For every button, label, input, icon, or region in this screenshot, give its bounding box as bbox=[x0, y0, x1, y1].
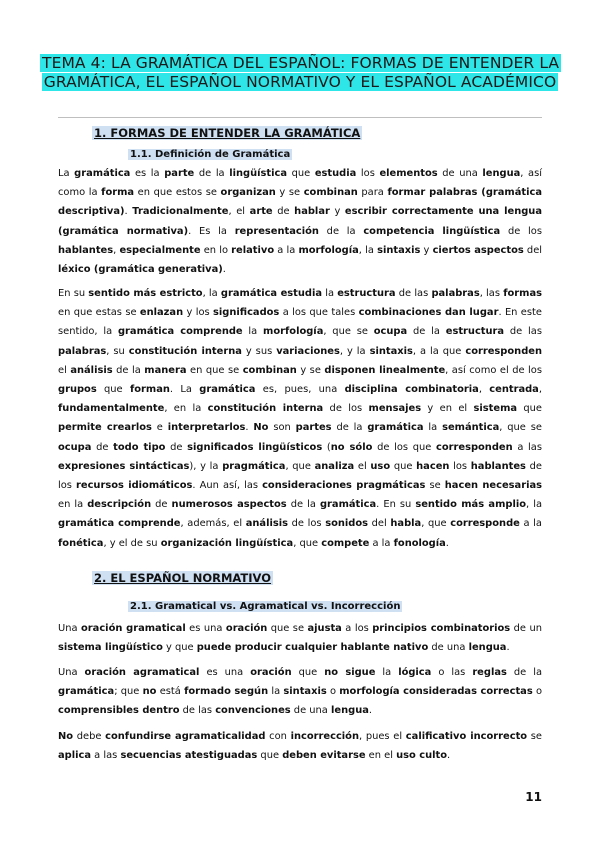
bold-term: palabras bbox=[58, 345, 107, 357]
bold-term: estructura bbox=[445, 326, 505, 338]
bold-term: lengua bbox=[482, 168, 521, 179]
page-title bbox=[40, 54, 560, 92]
bold-term: descripción bbox=[87, 499, 152, 511]
bold-term: elementos bbox=[379, 168, 438, 179]
bold-term: reglas bbox=[472, 667, 507, 678]
bold-term: Tradicionalmente bbox=[132, 206, 229, 218]
bold-term: organización lingüística bbox=[160, 537, 294, 549]
subsection-1-1-heading bbox=[128, 148, 292, 162]
bold-term: combinaciones dan lugar bbox=[358, 307, 499, 319]
bold-term: compete bbox=[321, 537, 370, 549]
bold-term: comprensibles dentro bbox=[58, 705, 180, 717]
bold-term: partes bbox=[295, 422, 332, 434]
subsection-2-1-heading bbox=[128, 600, 402, 614]
bold-term: morfología consideradas correctas bbox=[339, 686, 533, 698]
bold-term: palabras bbox=[431, 288, 480, 299]
paragraph: Una oración gramatical es una oración que se ajusta a los principios combinatorios de un sistema lingüístico y que puede producir cualquier hablante nativo de una lengua. bbox=[58, 623, 542, 654]
bold-term: parte bbox=[164, 168, 195, 179]
bold-term: lingüística bbox=[229, 168, 288, 179]
bold-term: formar palabras (gramática descriptiva) bbox=[58, 187, 542, 218]
bold-term: convenciones bbox=[215, 705, 291, 717]
bold-term: fundamentalmente bbox=[58, 403, 165, 415]
bold-term: uso culto bbox=[396, 750, 448, 762]
bold-term: hacen bbox=[416, 460, 450, 472]
bold-term: ajusta bbox=[307, 623, 342, 634]
bold-term: gramática bbox=[58, 686, 115, 698]
bold-term: disponen linealmente bbox=[324, 364, 446, 376]
bold-term: gramática bbox=[367, 422, 424, 434]
bold-term: escribir correctamente una lengua (gramática normativa) bbox=[58, 206, 542, 237]
bold-term: corresponden bbox=[465, 345, 542, 357]
bold-term: No bbox=[58, 731, 74, 742]
bold-term: calificativo incorrecto bbox=[405, 731, 528, 742]
bold-term: no bbox=[142, 686, 157, 698]
bold-term: representación bbox=[234, 225, 319, 237]
paragraph: Una oración agramatical es una oración que no sigue la lógica o las reglas de la gramática; que no está formado según la sintaxis o morfología consideradas correctas o comprensibles dentro de las convenciones de una lengua. bbox=[58, 667, 543, 717]
bold-term: ciertos aspectos bbox=[432, 244, 524, 256]
bold-term: todo tipo bbox=[113, 441, 166, 453]
paragraph: En su sentido más estricto, la gramática estudia la estructura de las palabras, las formas en que estas se enlazan y los significados a los que tales combinaciones dan lugar. En este sentido, la gramática comprende la morfología, que se ocupa de la estructura de las palabras, su constitución interna y sus variaciones, y la sintaxis, a la que corresponden el análisis de la manera en que se combinan y se disponen linealmente, así como el de los grupos que forman. La gramática es, pues, una disciplina combinatoria, centrada, fundamentalmente, en la constitución interna de los mensajes y en el sistema que permite crearlos e interpretarlos. No son partes de la gramática la semántica, que se ocupa de todo tipo de significados lingüísticos (no sólo de los que corresponden a las expresiones sintácticas), y la pragmática, que analiza el uso que hacen los hablantes de los recursos idiomáticos. Aun así, las consideraciones pragmáticas se hacen necesarias en la descripción de numerosos aspectos de la gramática. En su sentido más amplio, la gramática comprende, además, el análisis de los sonidos del habla, que corresponde a la fonética, y el de su organización lingüística, que compete a la fonología. bbox=[58, 288, 543, 549]
bold-term: puede producir cualquier hablante nativo bbox=[196, 642, 429, 654]
bold-term: ocupa bbox=[373, 326, 408, 338]
bold-term: morfología bbox=[263, 326, 324, 338]
bold-term: relativo bbox=[231, 244, 275, 256]
bold-term: disciplina combinatoria bbox=[344, 384, 479, 396]
bold-term: gramática bbox=[319, 499, 377, 511]
section-1-heading bbox=[92, 126, 362, 141]
bold-term: lógica bbox=[398, 667, 432, 678]
bold-term: fonología bbox=[393, 537, 446, 549]
bold-term: sintaxis bbox=[377, 244, 421, 256]
bold-term: oración bbox=[250, 667, 292, 678]
bold-term: estructura bbox=[337, 288, 396, 299]
bold-term: fonética bbox=[58, 537, 104, 549]
bold-term: hablantes bbox=[58, 244, 114, 256]
bold-term: semántica bbox=[442, 422, 500, 434]
page-number: 11 bbox=[525, 790, 542, 804]
bold-term: gramática comprende bbox=[117, 326, 243, 338]
bold-term: gramática bbox=[199, 384, 256, 396]
bold-term: forman bbox=[129, 384, 170, 396]
title-divider bbox=[58, 117, 542, 118]
paragraph: No debe confundirse agramaticalidad con incorrección, pues el calificativo incorrecto se aplica a las secuencias atestiguadas que deben evitarse en el uso culto. bbox=[58, 731, 543, 762]
bold-term: aplica bbox=[58, 750, 92, 762]
subsection-1-1-heading-text: 1.1. Definición de Gramática bbox=[130, 149, 291, 160]
bold-term: manera bbox=[144, 364, 187, 376]
bold-term: léxico (gramática generativa) bbox=[58, 264, 223, 276]
bold-term: uso bbox=[370, 460, 391, 472]
bold-term: oración agramatical bbox=[84, 667, 200, 678]
bold-term: sentido más amplio bbox=[415, 499, 527, 511]
bold-term: enlazan bbox=[139, 307, 184, 319]
bold-term: sistema lingüístico bbox=[58, 642, 163, 654]
bold-term: arte bbox=[249, 206, 273, 218]
bold-term: sintaxis bbox=[369, 345, 413, 357]
bold-term: morfología bbox=[298, 244, 359, 256]
bold-term: combinan bbox=[242, 364, 297, 376]
section-2-heading bbox=[92, 571, 273, 586]
bold-term: lengua bbox=[331, 705, 369, 717]
bold-term: no sigue bbox=[324, 667, 376, 678]
bold-term: mensajes bbox=[368, 403, 422, 415]
bold-term: ocupa bbox=[58, 441, 92, 453]
bold-term: no sólo bbox=[330, 441, 373, 453]
bold-term: interpretarlos bbox=[167, 422, 246, 434]
bold-term: hacen necesarias bbox=[444, 480, 543, 492]
bold-term: corresponde bbox=[450, 518, 520, 530]
bold-term: competencia lingüística bbox=[363, 225, 501, 237]
bold-term: pragmática bbox=[222, 460, 286, 472]
bold-term: centrada bbox=[489, 384, 539, 396]
bold-term: significados lingüísticos bbox=[187, 441, 323, 453]
bold-term: grupos bbox=[58, 384, 97, 396]
bold-term: hablantes bbox=[470, 460, 526, 472]
bold-term: constitución interna bbox=[207, 403, 324, 415]
bold-term: expresiones sintácticas bbox=[58, 460, 190, 472]
bold-term: numerosos aspectos bbox=[171, 499, 287, 511]
bold-term: organizan bbox=[220, 187, 276, 199]
bold-term: consideraciones pragmáticas bbox=[262, 480, 426, 492]
bold-term: análisis bbox=[70, 364, 113, 376]
section-1-heading-text: 1. FORMAS DE ENTENDER LA GRAMÁTICA bbox=[94, 126, 361, 140]
bold-term: formas bbox=[503, 288, 542, 299]
bold-term: gramática comprende bbox=[58, 518, 181, 530]
bold-term: permite crearlos bbox=[58, 422, 152, 434]
page-title-text: TEMA 4: LA GRAMÁTICA DEL ESPAÑOL: FORMAS DE ENTENDER LA GRAMÁTICA, EL ESPAÑOL NORMATIVO Y EL ESPAÑOL ACADÉMICO bbox=[42, 54, 560, 91]
bold-term: principios combinatorios bbox=[372, 623, 511, 634]
bold-term: formado según bbox=[184, 686, 269, 698]
section-2-heading-text: 2. EL ESPAÑOL NORMATIVO bbox=[94, 571, 272, 585]
bold-term: sonidos bbox=[325, 518, 369, 530]
subsection-2-1-heading-text: 2.1. Gramatical vs. Agramatical vs. Incorrección bbox=[130, 601, 401, 612]
bold-term: recursos idiomáticos bbox=[76, 480, 193, 492]
bold-term: incorrección bbox=[290, 731, 359, 742]
paragraph: La gramática es la parte de la lingüística que estudia los elementos de una lengua, así como la forma en que estos se organizan y se combinan para formar palabras (gramática descriptiva). Tradicionalmente, el arte de hablar y escribir correctamente una lengua (gramática normativa). Es la representación de la competencia lingüística de los hablantes, especialmente en lo relativo a la morfología, la sintaxis y ciertos aspectos del léxico (gramática generativa). bbox=[58, 168, 543, 276]
bold-term: habla bbox=[390, 518, 422, 530]
bold-term: variaciones bbox=[276, 345, 340, 357]
bold-term: hablar bbox=[294, 206, 330, 218]
bold-term: confundirse agramaticalidad bbox=[105, 731, 266, 742]
bold-term: análisis bbox=[245, 518, 288, 530]
bold-term: significados bbox=[213, 307, 280, 319]
bold-term: sentido más estricto bbox=[88, 288, 203, 299]
bold-term: sintaxis bbox=[283, 686, 327, 698]
bold-term: corresponden bbox=[436, 441, 513, 453]
bold-term: secuencias atestiguadas bbox=[120, 750, 258, 762]
bold-term: sistema bbox=[473, 403, 518, 415]
bold-term: analiza bbox=[314, 460, 355, 472]
bold-term: forma bbox=[101, 187, 135, 199]
bold-term: lengua bbox=[468, 642, 507, 654]
bold-term: estudia bbox=[314, 168, 357, 179]
bold-term: gramática estudia bbox=[220, 288, 323, 299]
bold-term: oración gramatical bbox=[81, 623, 186, 634]
bold-term: oración bbox=[225, 623, 268, 634]
bold-term: combinan bbox=[303, 187, 358, 199]
bold-term: gramática bbox=[74, 168, 131, 179]
bold-term: No bbox=[253, 422, 269, 434]
bold-term: deben evitarse bbox=[282, 750, 366, 762]
bold-term: constitución interna bbox=[128, 345, 242, 357]
bold-term: especialmente bbox=[119, 244, 201, 256]
